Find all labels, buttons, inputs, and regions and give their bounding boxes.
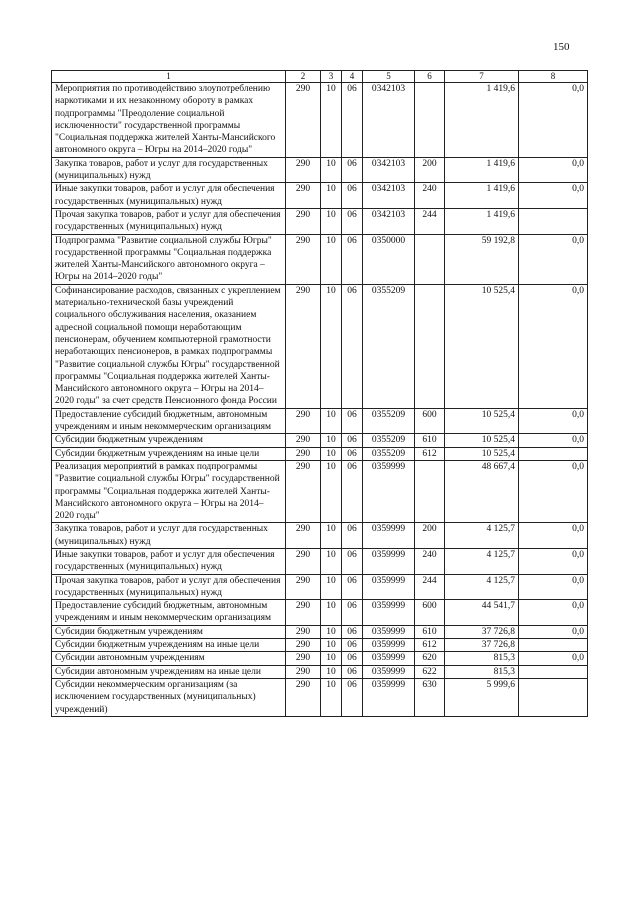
section-code: 10: [321, 434, 342, 447]
page-number: 150: [553, 41, 570, 53]
row-name: Субсидии бюджетным учреждениям: [52, 434, 286, 447]
change-value: 0,0: [519, 652, 588, 665]
subsection-code: 06: [342, 574, 363, 600]
amount-value: 1 419,6: [445, 183, 519, 209]
subsection-code: 06: [342, 208, 363, 234]
expense-type-code: 610: [415, 434, 445, 447]
subsection-code: 06: [342, 460, 363, 522]
section-code: 10: [321, 574, 342, 600]
ministry-code: 290: [286, 600, 321, 626]
expense-type-code: 244: [415, 574, 445, 600]
section-code: 10: [321, 600, 342, 626]
row-name: Иные закупки товаров, работ и услуг для обеспечения государственных (муниципальных) нужд: [52, 183, 286, 209]
budget-table: [51, 70, 588, 717]
target-article-code: 0359999: [363, 548, 415, 574]
expense-type-code: 240: [415, 548, 445, 574]
amount-value: 59 192,8: [445, 234, 519, 284]
row-name: Мероприятия по противодействию злоупотреблению наркотиками и их незаконному обороту в рамках подпрограммы "Преодоление социальной исключенности" государственной программы "Социальная поддержка жителей Ханты-Мансийского автономного округа – Югры на 2014–2020 годы": [52, 83, 286, 158]
amount-value: 4 125,7: [445, 548, 519, 574]
section-code: 10: [321, 639, 342, 652]
section-code: 10: [321, 157, 342, 183]
ministry-code: 290: [286, 665, 321, 678]
col-header-4: 4: [342, 71, 363, 83]
section-code: 10: [321, 665, 342, 678]
target-article-code: 0350000: [363, 234, 415, 284]
subsection-code: 06: [342, 652, 363, 665]
expense-type-code: [415, 460, 445, 522]
row-name: Иные закупки товаров, работ и услуг для обеспечения государственных (муниципальных) нужд: [52, 548, 286, 574]
ministry-code: 290: [286, 625, 321, 638]
section-code: 10: [321, 234, 342, 284]
section-code: 10: [321, 678, 342, 716]
ministry-code: 290: [286, 574, 321, 600]
change-value: 0,0: [519, 234, 588, 284]
ministry-code: 290: [286, 234, 321, 284]
target-article-code: 0359999: [363, 639, 415, 652]
change-value: 0,0: [519, 625, 588, 638]
row-name: Софинансирование расходов, связанных с укреплением материально-технической базы учреждений социального обслуживания населения, оказанием адресной социальной помощи неработающим пенсионерам, обучением компьютерной грамотности неработающих пенсионеров, в рамках подпрограммы "Развитие социальной службы Югры" государственной программы "Социальная поддержка жителей Ханты-Мансийского автономного округа – Югры на 2014–2020 годы" за счет средств Пенсионного фонда России: [52, 284, 286, 408]
change-value: 0,0: [519, 157, 588, 183]
table-row: [52, 408, 588, 434]
subsection-code: 06: [342, 183, 363, 209]
section-code: 10: [321, 208, 342, 234]
table-row: [52, 157, 588, 183]
row-name: Субсидии автономным учреждениям на иные цели: [52, 665, 286, 678]
target-article-code: 0342103: [363, 157, 415, 183]
ministry-code: 290: [286, 639, 321, 652]
subsection-code: 06: [342, 157, 363, 183]
row-name: Субсидии бюджетным учреждениям: [52, 625, 286, 638]
target-article-code: 0359999: [363, 600, 415, 626]
change-value: [519, 208, 588, 234]
ministry-code: 290: [286, 652, 321, 665]
col-header-8: 8: [519, 71, 588, 83]
expense-type-code: 244: [415, 208, 445, 234]
subsection-code: 06: [342, 83, 363, 158]
table-row: [52, 523, 588, 549]
change-value: 0,0: [519, 548, 588, 574]
row-name: Прочая закупка товаров, работ и услуг для обеспечения государственных (муниципальных) нужд: [52, 208, 286, 234]
amount-value: 1 419,6: [445, 83, 519, 158]
ministry-code: 290: [286, 284, 321, 408]
subsection-code: 06: [342, 523, 363, 549]
target-article-code: 0359999: [363, 574, 415, 600]
expense-type-code: 600: [415, 600, 445, 626]
change-value: 0,0: [519, 408, 588, 434]
change-value: [519, 678, 588, 716]
ministry-code: 290: [286, 208, 321, 234]
change-value: [519, 665, 588, 678]
target-article-code: 0359999: [363, 523, 415, 549]
expense-type-code: 240: [415, 183, 445, 209]
row-name: Предоставление субсидий бюджетным, автономным учреждениям и иным некоммерческим организациям: [52, 600, 286, 626]
section-code: 10: [321, 652, 342, 665]
expense-type-code: 612: [415, 447, 445, 460]
table-row: [52, 574, 588, 600]
expense-type-code: 620: [415, 652, 445, 665]
col-header-7: 7: [445, 71, 519, 83]
target-article-code: 0355209: [363, 284, 415, 408]
amount-value: 815,3: [445, 652, 519, 665]
change-value: 0,0: [519, 284, 588, 408]
amount-value: 4 125,7: [445, 523, 519, 549]
target-article-code: 0342103: [363, 183, 415, 209]
col-header-6: 6: [415, 71, 445, 83]
ministry-code: 290: [286, 157, 321, 183]
section-code: 10: [321, 447, 342, 460]
row-name: Субсидии бюджетным учреждениям на иные цели: [52, 447, 286, 460]
table-row: [52, 665, 588, 678]
ministry-code: 290: [286, 434, 321, 447]
section-code: 10: [321, 284, 342, 408]
table-row: [52, 600, 588, 626]
ministry-code: 290: [286, 447, 321, 460]
change-value: [519, 447, 588, 460]
table-body: [52, 83, 588, 717]
section-code: 10: [321, 83, 342, 158]
ministry-code: 290: [286, 408, 321, 434]
change-value: 0,0: [519, 574, 588, 600]
expense-type-code: 200: [415, 157, 445, 183]
section-code: 10: [321, 460, 342, 522]
expense-type-code: [415, 284, 445, 408]
expense-type-code: 630: [415, 678, 445, 716]
section-code: 10: [321, 408, 342, 434]
table-row: [52, 678, 588, 716]
expense-type-code: 600: [415, 408, 445, 434]
expense-type-code: 612: [415, 639, 445, 652]
target-article-code: 0359999: [363, 625, 415, 638]
row-name: Подпрограмма "Развитие социальной службы Югры" государственной программы "Социальная поддержка жителей Ханты-Мансийского автономного округа – Югры на 2014–2020 годы": [52, 234, 286, 284]
expense-type-code: 200: [415, 523, 445, 549]
subsection-code: 06: [342, 548, 363, 574]
table-row: [52, 284, 588, 408]
amount-value: 44 541,7: [445, 600, 519, 626]
expense-type-code: 610: [415, 625, 445, 638]
amount-value: 10 525,4: [445, 408, 519, 434]
subsection-code: 06: [342, 434, 363, 447]
change-value: 0,0: [519, 460, 588, 522]
table-row: [52, 434, 588, 447]
subsection-code: 06: [342, 665, 363, 678]
amount-value: 37 726,8: [445, 625, 519, 638]
expense-type-code: [415, 83, 445, 158]
target-article-code: 0359999: [363, 460, 415, 522]
subsection-code: 06: [342, 284, 363, 408]
row-name: Предоставление субсидий бюджетным, автономным учреждениям и иным некоммерческим организациям: [52, 408, 286, 434]
table-row: [52, 208, 588, 234]
col-header-5: 5: [363, 71, 415, 83]
target-article-code: 0355209: [363, 447, 415, 460]
table-row: [52, 183, 588, 209]
expense-type-code: [415, 234, 445, 284]
row-name: Прочая закупка товаров, работ и услуг для обеспечения государственных (муниципальных) нужд: [52, 574, 286, 600]
section-code: 10: [321, 523, 342, 549]
ministry-code: 290: [286, 523, 321, 549]
row-name: Субсидии автономным учреждениям: [52, 652, 286, 665]
amount-value: 815,3: [445, 665, 519, 678]
subsection-code: 06: [342, 600, 363, 626]
table-row: [52, 460, 588, 522]
subsection-code: 06: [342, 639, 363, 652]
table-row: [52, 234, 588, 284]
amount-value: 1 419,6: [445, 157, 519, 183]
section-code: 10: [321, 183, 342, 209]
subsection-code: 06: [342, 234, 363, 284]
ministry-code: 290: [286, 678, 321, 716]
table-row: [52, 625, 588, 638]
change-value: [519, 639, 588, 652]
section-code: 10: [321, 548, 342, 574]
change-value: 0,0: [519, 523, 588, 549]
ministry-code: 290: [286, 460, 321, 522]
row-name: Реализация мероприятий в рамках подпрограммы "Развитие социальной службы Югры" государственной программы "Социальная поддержка жителей Ханты-Мансийского автономного округа – Югры на 2014–2020 годы": [52, 460, 286, 522]
amount-value: 37 726,8: [445, 639, 519, 652]
row-name: Субсидии бюджетным учреждениям на иные цели: [52, 639, 286, 652]
amount-value: 4 125,7: [445, 574, 519, 600]
subsection-code: 06: [342, 408, 363, 434]
table-row: [52, 83, 588, 158]
target-article-code: 0342103: [363, 83, 415, 158]
change-value: 0,0: [519, 183, 588, 209]
ministry-code: 290: [286, 183, 321, 209]
table-row: [52, 639, 588, 652]
amount-value: 10 525,4: [445, 284, 519, 408]
header-row: [52, 71, 588, 83]
ministry-code: 290: [286, 548, 321, 574]
amount-value: 48 667,4: [445, 460, 519, 522]
table-row: [52, 548, 588, 574]
target-article-code: 0355209: [363, 408, 415, 434]
target-article-code: 0359999: [363, 652, 415, 665]
col-header-1: 1: [52, 71, 286, 83]
subsection-code: 06: [342, 678, 363, 716]
table-row: [52, 447, 588, 460]
amount-value: 10 525,4: [445, 447, 519, 460]
change-value: 0,0: [519, 83, 588, 158]
row-name: Закупка товаров, работ и услуг для государственных (муниципальных) нужд: [52, 523, 286, 549]
subsection-code: 06: [342, 447, 363, 460]
col-header-2: 2: [286, 71, 321, 83]
change-value: 0,0: [519, 434, 588, 447]
subsection-code: 06: [342, 625, 363, 638]
target-article-code: 0342103: [363, 208, 415, 234]
amount-value: 1 419,6: [445, 208, 519, 234]
expense-type-code: 622: [415, 665, 445, 678]
target-article-code: 0359999: [363, 665, 415, 678]
row-name: Субсидии некоммерческим организациям (за исключением государственных (муниципальных) учреждений): [52, 678, 286, 716]
target-article-code: 0359999: [363, 678, 415, 716]
amount-value: 10 525,4: [445, 434, 519, 447]
row-name: Закупка товаров, работ и услуг для государственных (муниципальных) нужд: [52, 157, 286, 183]
ministry-code: 290: [286, 83, 321, 158]
change-value: 0,0: [519, 600, 588, 626]
table-row: [52, 652, 588, 665]
col-header-3: 3: [321, 71, 342, 83]
amount-value: 5 999,6: [445, 678, 519, 716]
section-code: 10: [321, 625, 342, 638]
target-article-code: 0355209: [363, 434, 415, 447]
